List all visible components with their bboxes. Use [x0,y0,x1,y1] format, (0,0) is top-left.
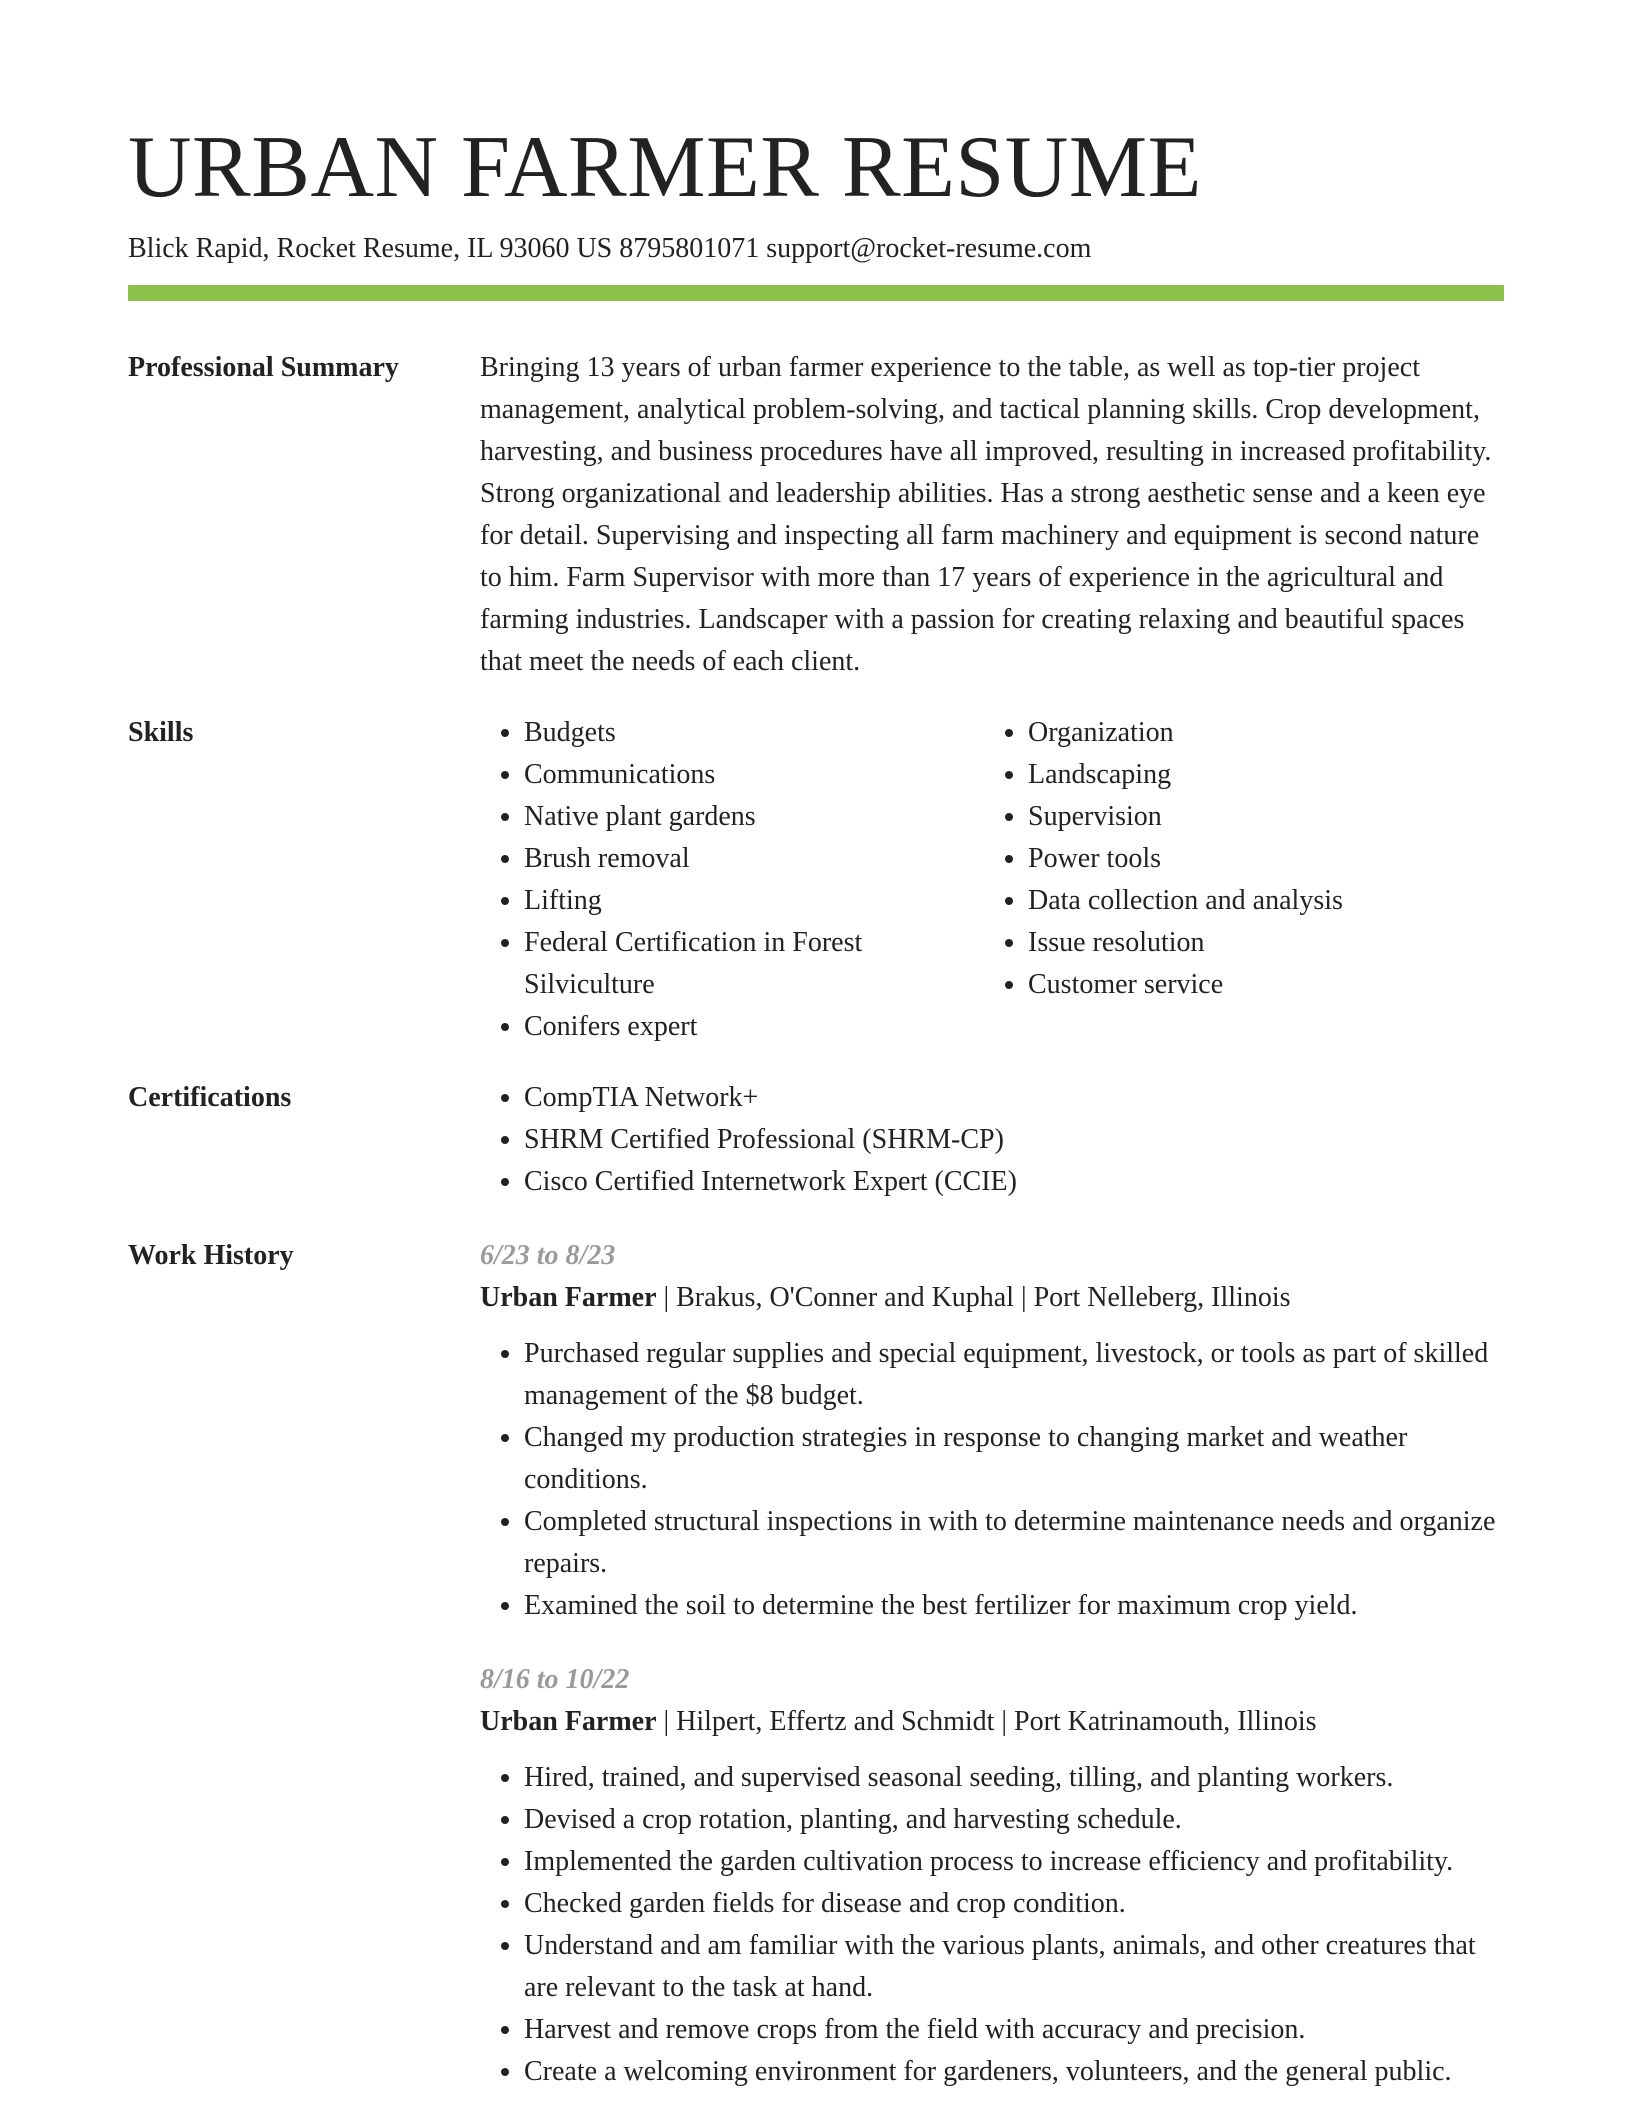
skill-item: • Native plant gardens [524,796,964,838]
job-bullet: • Devised a crop rotation, planting, and harvesting schedule. [524,1799,1504,1841]
skill-item: • Issue resolution [1028,922,1468,964]
skills-body [480,712,1504,1048]
job-title: Urban Farmer [480,1282,657,1313]
skill-item: • Lifting [524,880,964,922]
job-details: | Hilpert, Effertz and Schmidt | Port Katrinamouth, Illinois [656,1706,1317,1737]
skill-item: • Customer service [1028,964,1468,1006]
skill-item: • Supervision [1028,796,1468,838]
skills-list-left [480,712,964,1048]
summary-text: Bringing 13 years of urban farmer experience to the table, as well as top-tier project management, analytical problem-solving, and tactical planning skills. Crop development, harvesting, and business procedures have all improved, resulting in increased profitability. Strong organizational and leadership abilities. Has a strong aesthetic sense and a keen eye for detail. Supervising and inspecting all farm machinery and equipment is second nature to him. Farm Supervisor with more than 17 years of experience in the agricultural and farming industries. Landscaper with a passion for creating relaxing and beautiful spaces that meet the needs of each client. [480,352,1492,677]
job-bullet: • Create a welcoming environment for gardeners, volunteers, and the general public. [524,2051,1504,2093]
certifications-heading: Certifications [128,1082,292,1113]
skill-item: • Conifers expert [524,1006,964,1048]
certifications-list [480,1077,1504,1203]
skill-item: • Budgets [524,712,964,754]
skill-item: • Communications [524,754,964,796]
job-bullets [480,1757,1504,2093]
job-bullet: • Hired, trained, and supervised seasonal seeding, tilling, and planting workers. [524,1757,1504,1799]
job-heading [480,1701,1504,1743]
skills-column-right [984,712,1488,1048]
job-dates: 8/16 to 10/22 [480,1664,630,1695]
skill-item: • Federal Certification in Forest Silviculture [524,922,964,1006]
job-bullets [480,1333,1504,1627]
skill-item: • Organization [1028,712,1468,754]
job-bullet: • Changed my production strategies in response to changing market and weather conditions. [524,1417,1504,1501]
work-history-body [480,1235,1504,2093]
job-bullet: • Examined the soil to determine the best fertilizer for maximum crop yield. [524,1585,1504,1627]
skill-item: • Brush removal [524,838,964,880]
certification-item: • Cisco Certified Internetwork Expert (CCIE) [524,1161,1504,1203]
skills-list-right [984,712,1468,1006]
skill-item: • Landscaping [1028,754,1468,796]
skill-item: • Power tools [1028,838,1468,880]
summary-heading: Professional Summary [128,352,399,383]
work-history-heading: Work History [128,1240,294,1271]
skills-heading: Skills [128,717,194,748]
job-entry [480,1659,1504,2093]
job-bullet: • Implemented the garden cultivation process to increase efficiency and profitability. [524,1841,1504,1883]
job-details: | Brakus, O'Conner and Kuphal | Port Nelleberg, Illinois [656,1282,1291,1313]
contact-line: Blick Rapid, Rocket Resume, IL 93060 US 8795801071 support@rocket-resume.com [128,233,1092,264]
job-title: Urban Farmer [480,1706,657,1737]
job-bullet: • Completed structural inspections in with to determine maintenance needs and organize repairs. [524,1501,1504,1585]
job-bullet: • Checked garden fields for disease and crop condition. [524,1883,1504,1925]
certification-item: • SHRM Certified Professional (SHRM-CP) [524,1119,1504,1161]
certifications-body [480,1077,1504,1203]
skill-item: • Data collection and analysis [1028,880,1468,922]
accent-divider [128,285,1504,301]
job-entry [480,1235,1504,1627]
job-bullet: • Purchased regular supplies and special equipment, livestock, or tools as part of skilled management of the $8 budget. [524,1333,1504,1417]
skills-column-left [480,712,984,1048]
resume-title: URBAN FARMER RESUME [128,119,1202,216]
certification-item: • CompTIA Network+ [524,1077,1504,1119]
summary-body [480,347,1504,683]
job-dates: 6/23 to 8/23 [480,1240,616,1271]
job-bullet: • Understand and am familiar with the various plants, animals, and other creatures that are relevant to the task at hand. [524,1925,1504,2009]
job-heading [480,1277,1504,1319]
job-bullet: • Harvest and remove crops from the field with accuracy and precision. [524,2009,1504,2051]
